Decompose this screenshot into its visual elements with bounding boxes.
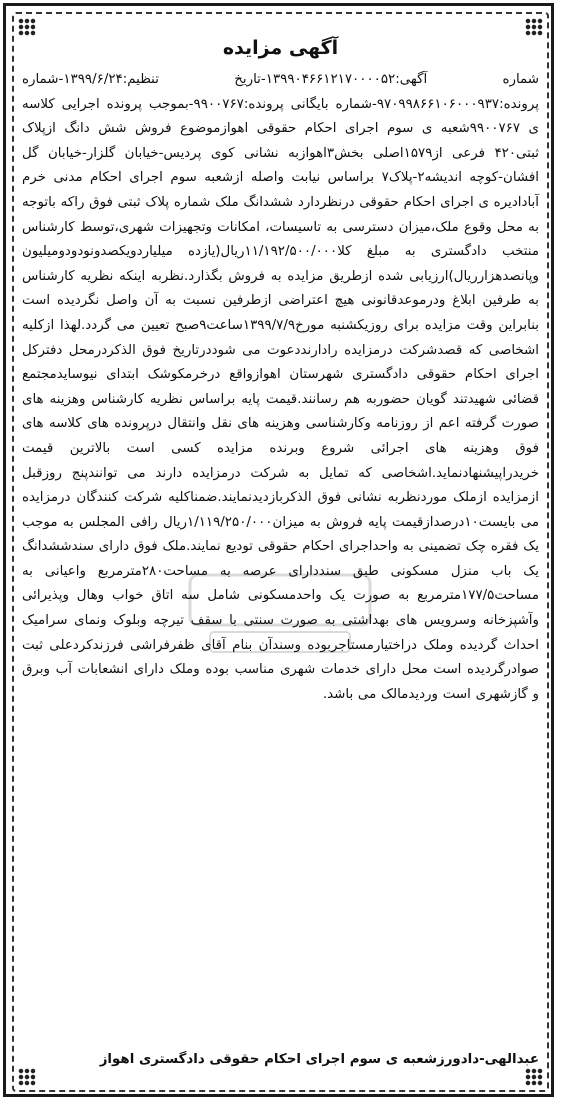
notice-content (22, 34, 539, 707)
notice-body: شماره آگهی:۱۳۹۹۰۴۶۶۱۲۱۷۰۰۰۰۵۲-تاریخ تنظیم:۱۳۹۹/۶/۲۴-شماره پرونده:۹۷۰۹۹۸۶۶۱۰۶۰۰۰۹۳۷-شماره بایگانی پرونده:۹۹۰۰۷۶۷-بموجب پرونده اجرایی کلاسه ی ۹۹۰۰۷۶۷شعبه ی سوم اجرای احکام حقوقی اهوازموضوع فروش شش دانگ ازپلاک ثبتی۴۲۰ فرعی از۱۵۷۹اصلی بخش۳اهوازبه نشانی کوی پردیس-خیابان گلزار-خیابان گل افشان-کوچه اندیشه۲-پلاک۷ براساس نیابت واصله ازشعبه سوم اجرای احکام مدنی خرم آبادادیره ی اجرای احکام حقوقی درنظردارد ششدانگ ملک شماره پلاک ثبتی فوق راکه باتوجه به محل وقوع ملک،میزان دسترسی به تاسیسات، امکانات وتجهیزات شهری،توسط کارشناس منتخب دادگستری به مبلغ کلا۱۱/۱۹۲/۵۰۰/۰۰۰ریال(یازده میلیاردویکصدونودودومیلیون وپانصدهزارریال)ارزیابی شده ازطریق مزایده به فروش بگذارد.نظربه اینکه نظریه کارشناس به طرفین ابلاغ ودرموعدقانونی هیچ اعتراضی ازطرفین نسبت به آن واصل نگردیده است بنابراین وقت مزایده برای روزیکشنبه مورخ۱۳۹۹/۷/۹ساعت۹صبح تعیین می گردد.لهذا ازکلیه اشخاصی که قصدشرکت درمزایده رادارنددعوت می شوددرتاریخ فوق الذکردرمحل دفترکل اجرای احکام حقوقی دادگستری شهرستان اهوازواقع درخرمکوشک ابتدای نیوسایدمجتمع قضائی شهیدتند گویان حضوربه هم رسانند.قیمت پایه براساس نظریه کارشناس وهزینه های صورت گرفته اعم از روزنامه وکارشناسی وهزینه های نقل وانتقال درپرونده های کلاسه های فوق وهزینه های اجرائی شروع وبرنده مزایده کسی است بالاترین قیمت خریدراپیشنهادنماید.اشخاصی که تمایل به شرکت درمزایده دارند می توانندپنج روزقبل ازمزایده ازملک موردنظربه نشانی فوق الذکربازدیدنمایند.ضمناکلیه شرکت کنندگان درمزایده می بایست۱۰درصدازقیمت پایه فروش به میزان۱/۱۱۹/۲۵۰/۰۰۰ریال رافی المجلس به موجب یک فقره چک تضمینی به واحداجرای احکام حقوقی تودیع نمایند.ملک فوق دارای سندششدانگ یک باب منزل مسکونی طبق سنددارای عرصه به مساحت۲۸۰مترمربع واعیانی به مساحت۱۷۷/۵مترمربع به صورت یک واحدمسکونی شامل سه اتاق خواب وهال وپذیرائی وآشپزخانه وسرویس های بهداشتی به صورت سنتی با سقف تیرچه وبلوک ونمای سرامیک احداث گردیده وملک دراختیارمستاجربوده وسندآن بنام آقای ظفرفراشی فرزندکردعلی ثبت صوادرگردیده است محل دارای خدمات شهری مناسب بوده وملک دارای انشعابات آب وبرق و گازشهری است وردیدمالک می باشد. (22, 72, 539, 702)
corner-ornament (18, 1068, 36, 1086)
notice-signature: عبدالهی-دادورزشعبه ی سوم اجرای احکام حقوقی دادگستری اهواز (99, 1052, 539, 1067)
corner-ornament (525, 1068, 543, 1086)
notice-title: آگهی مزایده (222, 37, 339, 59)
